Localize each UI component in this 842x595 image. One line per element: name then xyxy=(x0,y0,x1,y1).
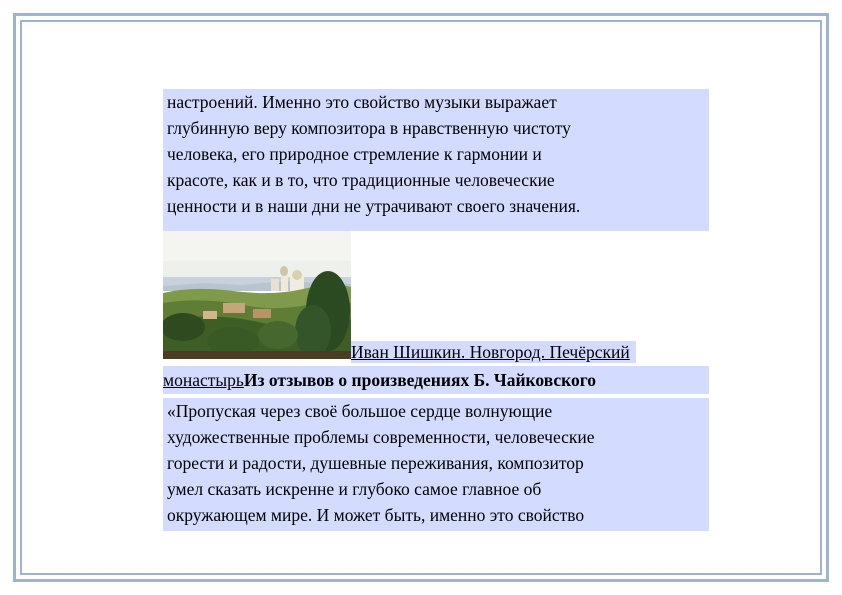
quote-paragraph: «Пропуская через своё большое сердце волнующие художественные проблемы современности, человеческие горести и радости, душевные переживания, композитор умел сказать искренне и глубоко самое главное об окружающем мире. И может быть, именно это свойство xyxy=(167,401,595,525)
painting-caption-link-part2[interactable]: монастырь xyxy=(163,370,244,390)
caption-background xyxy=(351,231,709,359)
painting-image xyxy=(163,231,351,359)
top-paragraph: настроений. Именно это свойство музыки выражает глубинную веру композитора в нравственную чистоту человека, его природное стремление к гармонии и красоте, как и в то, что традиционные человеческие ценности и в наши дни не утрачивают своего значения. xyxy=(167,92,581,216)
painting-landscape xyxy=(163,231,351,359)
caption-line-1[interactable] xyxy=(351,341,636,363)
bottom-text-block xyxy=(163,398,709,531)
caption-heading-line xyxy=(163,366,709,394)
painting-caption-link-part1[interactable]: Иван Шишкин. Новгород. Печёрский xyxy=(351,342,630,362)
section-heading: Из отзывов о произведениях Б. Чайковского xyxy=(243,370,597,390)
top-text-block xyxy=(163,89,709,231)
